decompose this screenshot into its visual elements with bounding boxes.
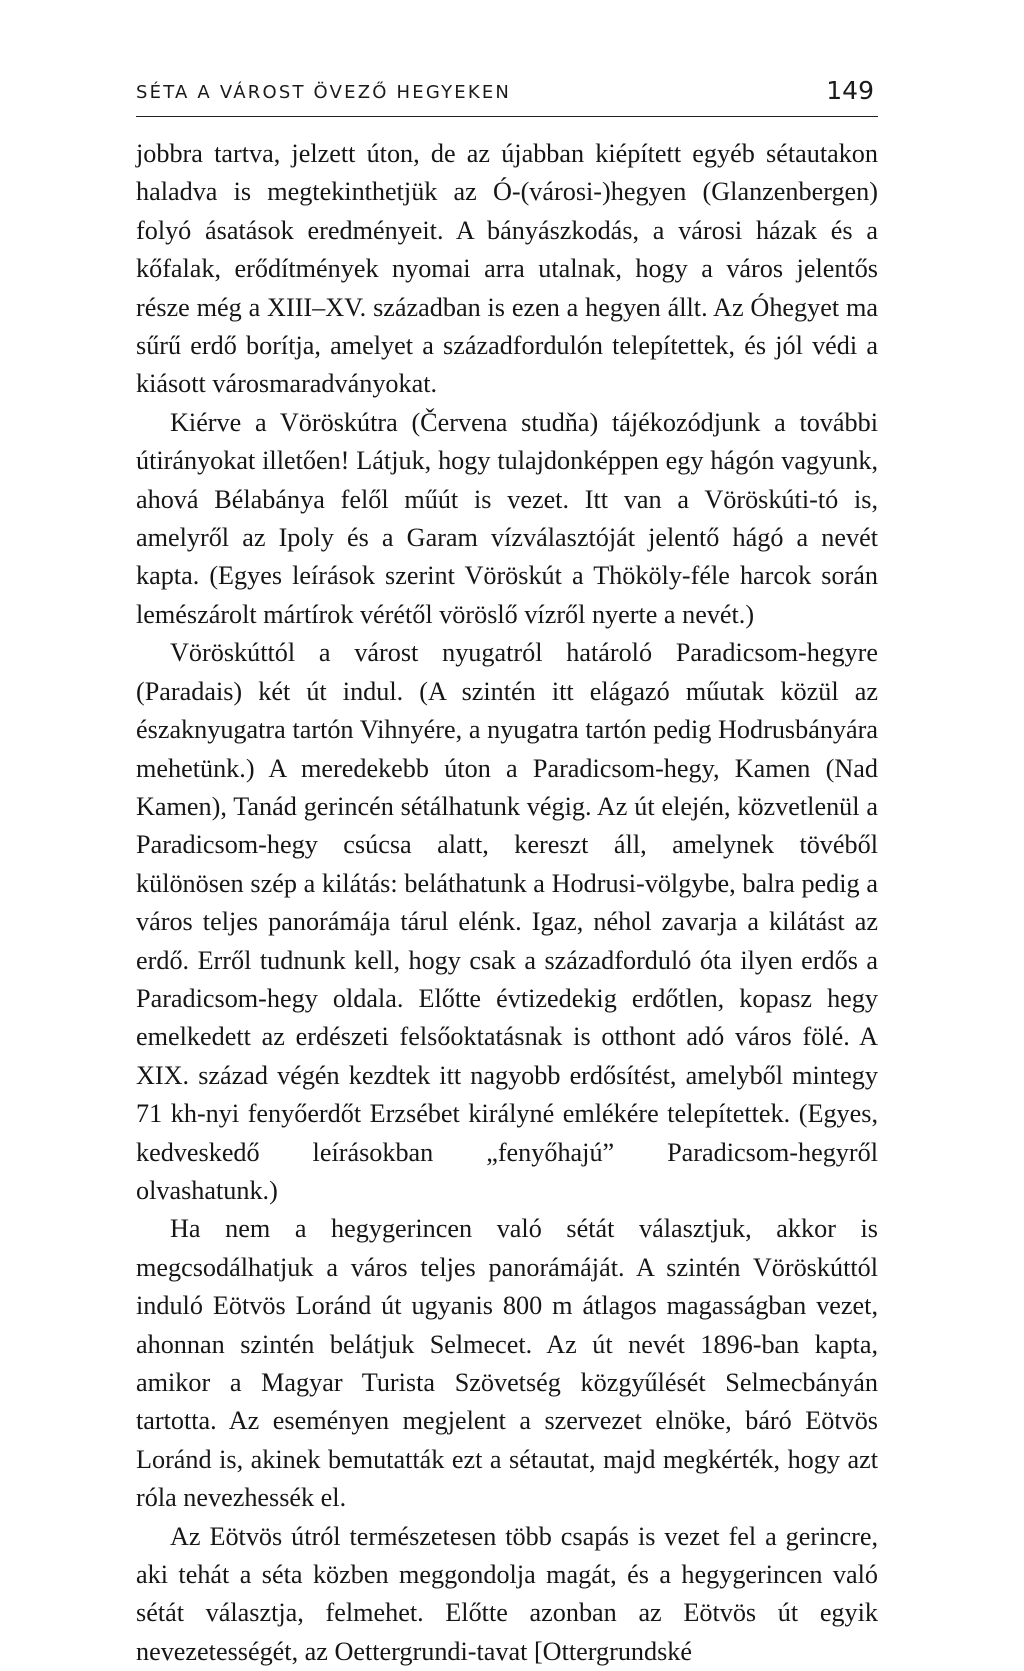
running-title: SÉTA A VÁROST ÖVEZŐ HEGYEKEN: [136, 82, 512, 103]
paragraph-3: Vöröskúttól a várost nyugatról határoló Paradicsom-hegyre (Paradais) két út indul. (A szintén itt elágazó műutak közül az északnyugatra tartón Vihnyére, a nyugatra tartón pedig Hodrusbányára mehetünk.) A meredekebb úton a Paradicsom-hegy, Kamen (Nad Kamen), Tanád gerincén sétálhatunk végig. Az út elején, közvetlenül a Paradicsom-hegy csúcsa alatt, kereszt áll, amelynek tövéből különösen szép a kilátás: beláthatunk a Hodrusi-völgybe, balra pedig a város teljes panorámája tárul elénk. Igaz, néhol zavarja a kilátást az erdő. Erről tudnunk kell, hogy csak a századforduló óta ilyen erdős a Paradicsom-hegy oldala. Előtte évtizedekig erdőtlen, kopasz hegy emelkedett az erdészeti felsőoktatásnak is otthont adó város fölé. A XIX. század végén kezdtek itt nagyobb erdősítést, amelyből mintegy 71 kh-nyi fenyőerdőt Erzsébet királyné emlékére telepítettek. (Egyes, kedveskedő leírásokban „fenyőhajú” Paradicsom-hegyről olvashatunk.): [136, 638, 878, 1205]
paragraph-4: Ha nem a hegygerincen való sétát választjuk, akkor is megcsodálhatjuk a város teljes panorámáját. A szintén Vöröskúttól induló Eötvös Loránd út ugyanis 800 m átlagos magasságban vezet, ahonnan szintén belátjuk Selmecet. Az út nevét 1896-ban kapta, amikor a Magyar Turista Szövetség közgyűlését Selmecbányán tartotta. Az eseményen megjelent a szervezet elnöke, báró Eötvös Loránd is, akinek bemutatták ezt a sétautat, majd megkérték, hogy azt róla nevezhessék el.: [136, 1214, 878, 1513]
book-page: [136, 76, 878, 1671]
body-text: [136, 135, 878, 1671]
page-number: 149: [826, 76, 874, 105]
running-header: [136, 76, 878, 117]
paragraph-1: jobbra tartva, jelzett úton, de az újabban kiépített egyéb sétautakon haladva is megtekinthetjük az Ó-(városi-)hegyen (Glanzenbergen) folyó ásatások eredményeit. A bányászkodás, a városi házak és a kőfalak, erődítmények nyomai arra utalnak, hogy a város jelentős része még a XIII–XV. században is ezen a hegyen állt. Az Óhegyet ma sűrű erdő borítja, amelyet a századfordulón telepítettek, és jól védi a kiásott városmaradványokat.: [136, 139, 878, 399]
paragraph-5: Az Eötvös útról természetesen több csapás is vezet fel a gerincre, aki tehát a séta közben meggondolja magát, és a hegygerincen való sétát választja, felmehet. Előtte azonban az Eötvös út egyik nevezetességét, az Oettergrundi-tavat [Ottergrundské: [136, 1521, 878, 1666]
paragraph-2: Kiérve a Vöröskútra (Červena studňa) tájékozódjunk a további útirányokat illetően! Látjuk, hogy tulajdonképpen egy hágón vagyunk, ahová Bélabánya felől műút is vezet. Itt van a Vöröskúti-tó is, amelyről az Ipoly és a Garam vízválasztóját jelentő hágó a nevét kapta. (Egyes leírások szerint Vöröskút a Thököly-féle harcok során lemészárolt mártírok vérétől vöröslő vízről nyerte a nevét.): [136, 407, 878, 629]
